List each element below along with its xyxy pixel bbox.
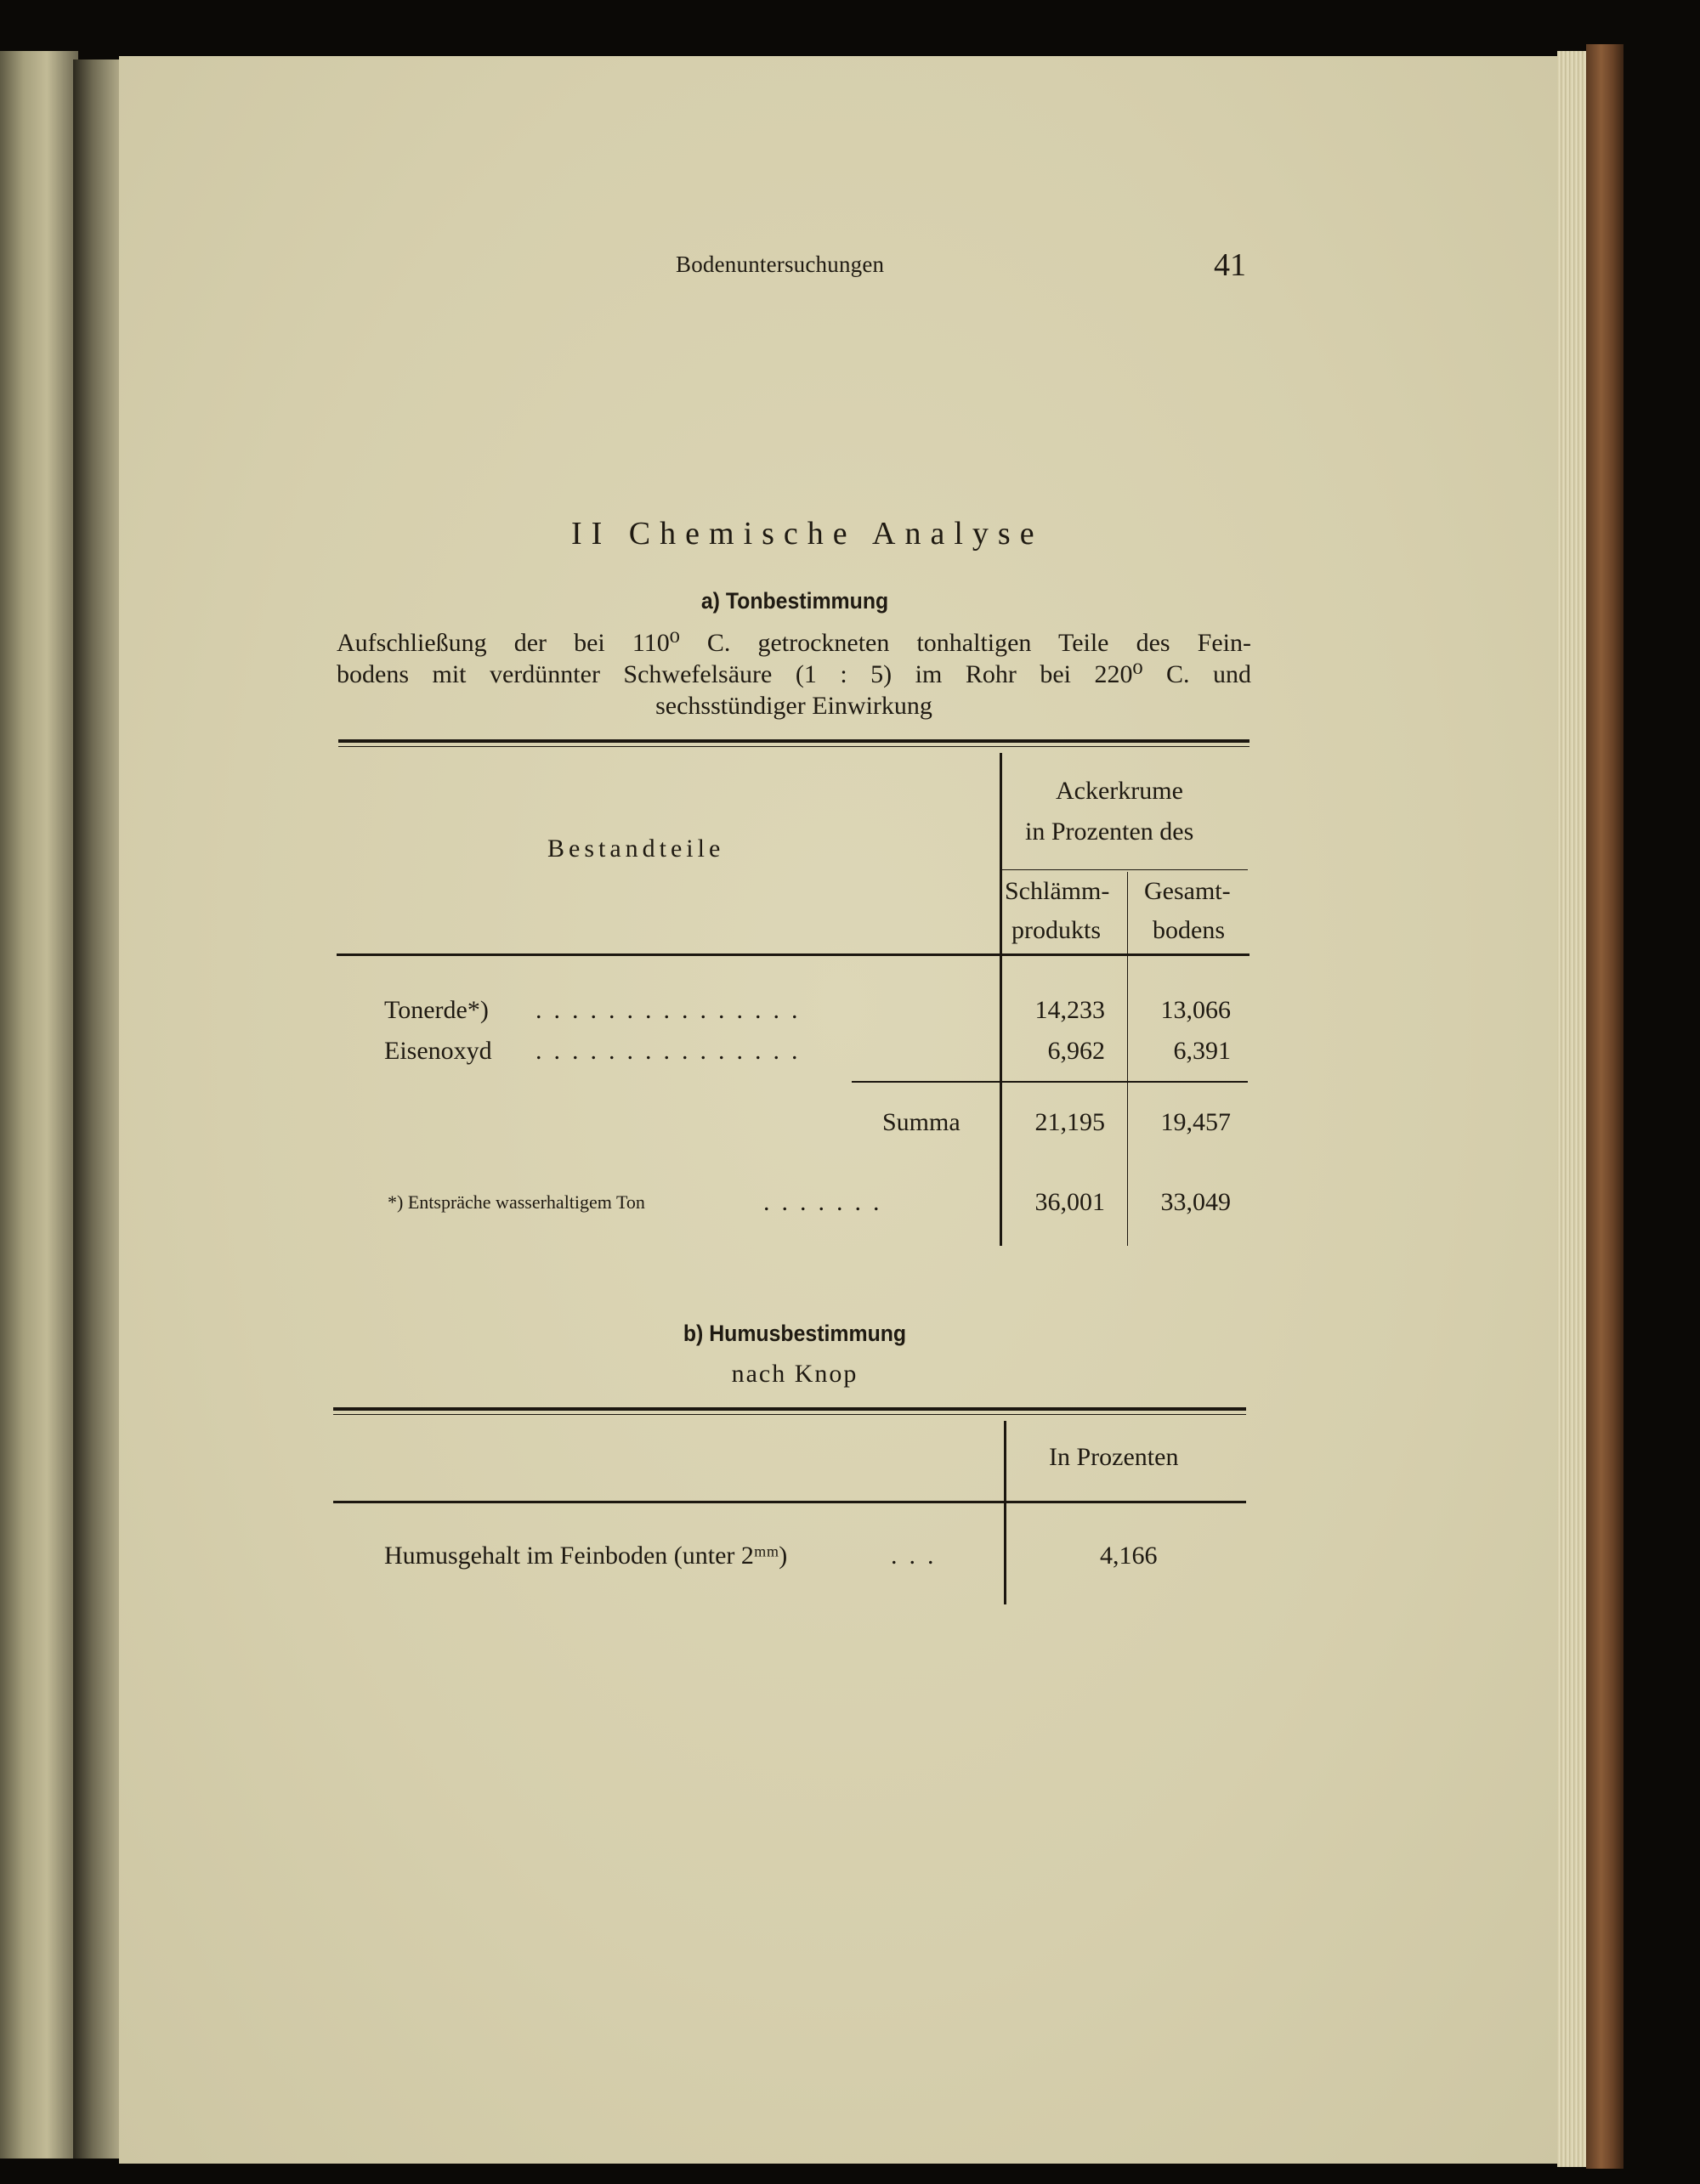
value-percent: 4,166 [1100,1542,1158,1570]
column-header-group: Ackerkrume [1056,777,1183,805]
table-top-rule [333,1407,1246,1411]
value-gesamtboden: 6,391 [1173,1037,1231,1065]
table-top-rule [338,739,1250,743]
page-number: 41 [1214,247,1246,283]
leader-dots: ............... [536,996,810,1024]
value-schlammprodukt: 6,962 [1047,1037,1105,1065]
subsection-title-a: a) Tonbestimmung [700,588,889,614]
footnote-schlammprodukt: 36,001 [1034,1188,1105,1216]
book-gutter [73,59,122,2159]
column-header-gesamt: Gesamt- [1144,877,1231,905]
row-label: Humusgehalt im Feinboden (unter 2ᵐᵐ) [384,1542,788,1570]
value-gesamtboden: 13,066 [1160,996,1231,1024]
column-header-gesamt-line2: bodens [1153,916,1225,944]
column-divider-inner [1127,872,1128,1246]
column-header-bestandteile: Bestandteile [547,835,725,863]
sum-label: Summa [882,1108,960,1136]
column-header-prozent: In Prozenten [1049,1443,1179,1471]
subsection-title-b: b) Humusbestimmung [683,1321,907,1346]
sum-rule [852,1081,1248,1083]
left-page-edge [0,51,78,2159]
column-header-group-line2: in Prozenten des [1025,818,1194,846]
leader-dots: ............... [536,1037,810,1065]
header-bottom-rule [337,953,1250,956]
running-head: Bodenuntersuchungen [676,252,885,277]
description-line: sechsstündiger Einwirkung [655,692,932,720]
row-label: Tonerde*) [384,996,489,1024]
row-label: Eisenoxyd [384,1037,492,1065]
description-line: bodens mit verdünnter Schwefelsäure (1 : 5) im Rohr bei 220⁰ C. und [337,660,1251,688]
header-bottom-rule [333,1501,1246,1503]
description-line: Aufschließung der bei 110⁰ C. getrockneten tonhaltigen Teile des Fein- [337,629,1251,657]
footnote-gesamtboden: 33,049 [1160,1188,1231,1216]
sum-schlammprodukt: 21,195 [1034,1108,1105,1136]
method-reference: nach Knop [731,1360,858,1388]
sum-gesamtboden: 19,457 [1160,1108,1231,1136]
page [119,56,1564,2164]
column-divider [1004,1421,1006,1604]
column-divider [1000,753,1002,1246]
leader-dots: ....... [763,1188,892,1216]
column-header-schlamm: Schlämm- [1005,877,1110,905]
value-schlammprodukt: 14,233 [1034,996,1105,1024]
book-cover-edge [1586,44,1624,2169]
table-top-rule-thin [338,746,1250,747]
section-title: II Chemische Analyse [571,516,1044,552]
table-top-rule-thin [333,1414,1246,1415]
method-description [337,627,1251,721]
header-subrule [1001,869,1248,870]
column-header-schlamm-line2: produkts [1012,916,1101,944]
footnote-label: *) Entspräche wasserhaltigem Ton [388,1191,645,1213]
leader-dots: ... [891,1542,946,1570]
